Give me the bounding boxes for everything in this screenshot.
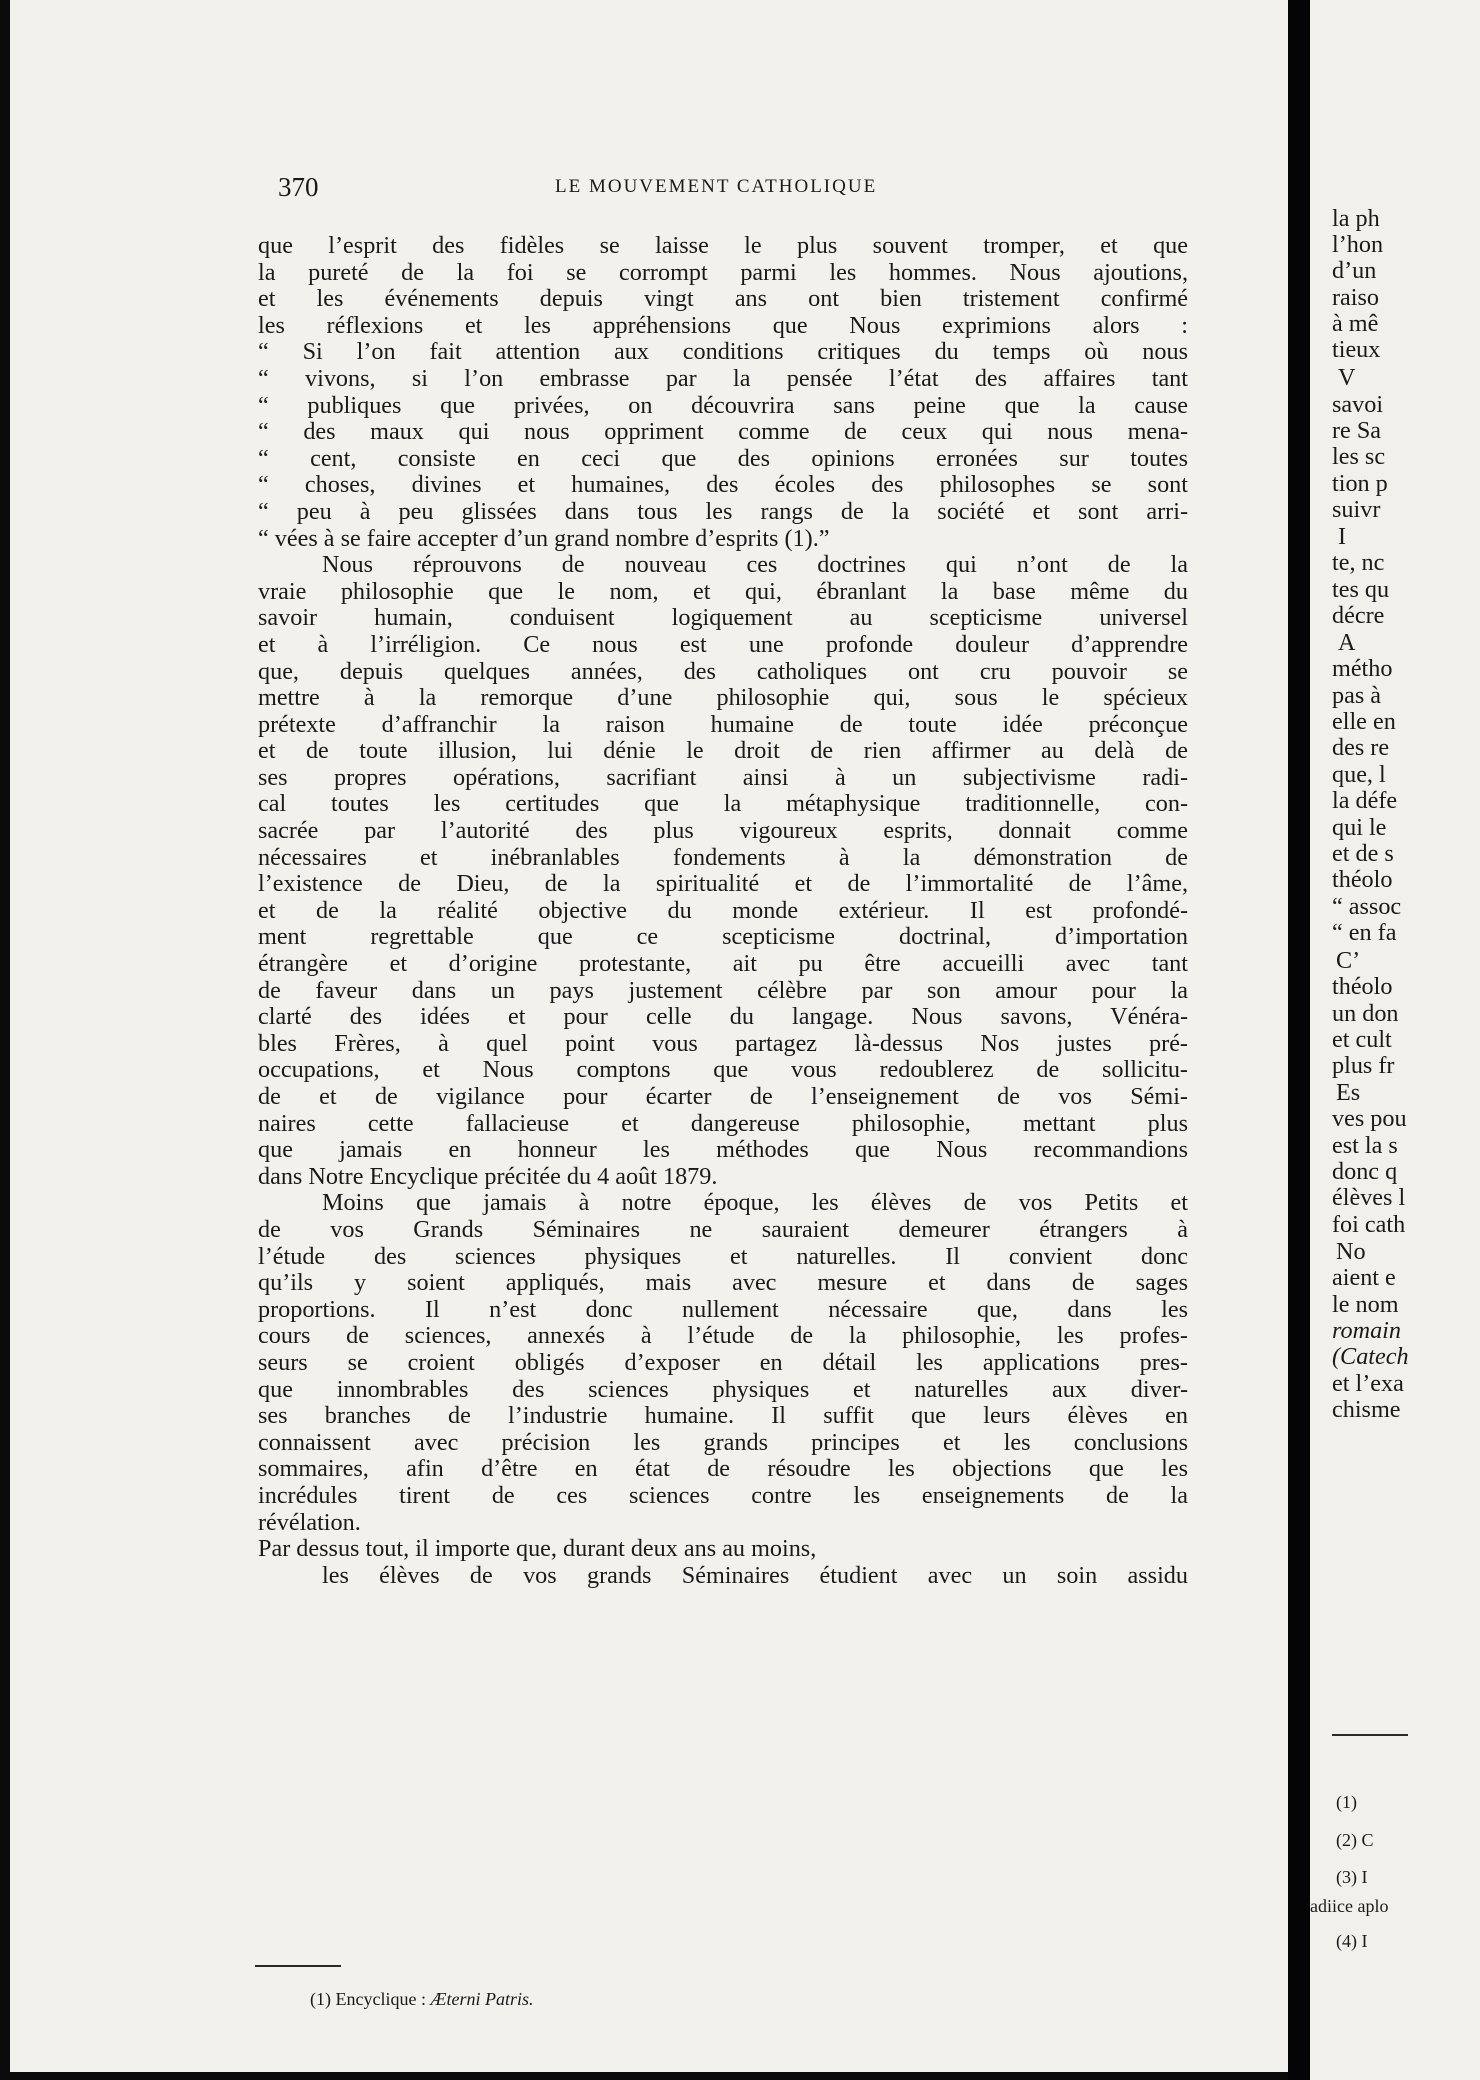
right-page-fragment: C’ — [1336, 947, 1361, 974]
text-line: et de la réalité objective du monde extérieur. Il est profondé- — [258, 897, 1188, 924]
text-line: bles Frères, à quel point vous partagez là-dessus Nos justes pré- — [258, 1030, 1188, 1057]
footnote-rule — [255, 1965, 341, 1967]
text-line: “ Si l’on fait attention aux conditions critiques du temps où nous — [258, 339, 1188, 366]
text-line: révélation. — [258, 1509, 361, 1536]
right-page-fragment: aient e — [1332, 1264, 1396, 1291]
right-page-fragment: est la s — [1332, 1132, 1398, 1159]
text-line: les élèves de vos grands Séminaires étudient avec un soin assidu — [322, 1562, 1188, 1589]
text-line: sommaires, afin d’être en état de résoudre les objections que les — [258, 1456, 1188, 1483]
right-page-fragment: métho — [1332, 655, 1393, 682]
text-line: nécessaires et inébranlables fondements à la démonstration de — [258, 844, 1188, 871]
footnote-title: Æterni Patris. — [430, 1989, 534, 2009]
page-number: 370 — [278, 172, 319, 202]
right-page-fragment: “ en fa — [1332, 919, 1397, 946]
right-page-fragment: re Sa — [1332, 417, 1382, 444]
right-page-fragment: (4) I — [1336, 1931, 1368, 1951]
right-page-fragment: tieux — [1332, 336, 1381, 363]
right-page-fragment: plus fr — [1332, 1052, 1395, 1079]
right-page-fragment: “ assoc — [1332, 893, 1402, 920]
text-line: l’étude des sciences physiques et naturelles. Il convient donc — [258, 1243, 1188, 1270]
right-page-fragment: chisme — [1332, 1396, 1401, 1423]
text-line: “ vivons, si l’on embrasse par la pensée l’état des affaires tant — [258, 365, 1188, 392]
right-page-fragment: savoi — [1332, 391, 1384, 418]
right-page-fragment: No — [1336, 1238, 1366, 1265]
text-line: “ vées à se faire accepter d’un grand nombre d’esprits (1).” — [258, 525, 830, 552]
right-page-fragment: les sc — [1332, 443, 1386, 470]
text-line: seurs se croient obligés d’exposer en détail les applications pres- — [258, 1349, 1188, 1376]
text-line: “ choses, divines et humaines, des écoles des philosophes se sont — [258, 472, 1188, 499]
text-line: que innombrables des sciences physiques et naturelles aux diver- — [258, 1376, 1188, 1403]
footnote — [310, 1989, 533, 2010]
right-page-fragment: donc q — [1332, 1158, 1398, 1185]
book-gutter — [1288, 0, 1310, 2080]
text-line: la pureté de la foi se corrompt parmi les hommes. Nous ajoutions, — [258, 259, 1188, 286]
text-line: “ des maux qui nous oppriment comme de ceux qui nous mena- — [258, 419, 1188, 446]
text-line: les réflexions et les appréhensions que Nous exprimions alors : — [258, 312, 1188, 339]
right-page-fragment: et l’exa — [1332, 1370, 1404, 1397]
right-page-fragment: et cult — [1332, 1026, 1392, 1053]
text-line: l’existence de Dieu, de la spiritualité et de l’immortalité de l’âme, — [258, 871, 1188, 898]
right-page-fragment: la défe — [1332, 787, 1398, 814]
right-page-fragment: théolo — [1332, 973, 1393, 1000]
text-line: que, depuis quelques années, des catholiques ont cru pouvoir se — [258, 658, 1188, 685]
text-line: Nous réprouvons de nouveau ces doctrines qui n’ont de la — [322, 552, 1188, 579]
right-page-fragment: Es — [1336, 1079, 1361, 1106]
text-line: que jamais en honneur les méthodes que Nous recommandions — [258, 1137, 1188, 1164]
text-line: mettre à la remorque d’une philosophie qui, sous le spécieux — [258, 685, 1188, 712]
text-line: ses branches de l’industrie humaine. Il suffit que leurs élèves en — [258, 1403, 1188, 1430]
text-line: “ publiques que privées, on découvrira sans peine que la cause — [258, 392, 1188, 419]
right-page-fragment: ves pou — [1332, 1105, 1407, 1132]
text-line: et à l’irréligion. Ce nous est une profonde douleur d’apprendre — [258, 631, 1188, 658]
right-page-edge — [1310, 0, 1480, 2080]
text-line: Par dessus tout, il importe que, durant deux ans au moins, — [258, 1536, 817, 1563]
right-page-fragment: (2) C — [1336, 1830, 1374, 1850]
text-line: connaissent avec précision les grands principes et les conclusions — [258, 1429, 1188, 1456]
right-footnote-rule — [1332, 1734, 1408, 1736]
right-page-fragment: foi cath — [1332, 1211, 1406, 1238]
right-page-fragment: que, l — [1332, 761, 1386, 788]
right-page-fragment: (1) — [1336, 1792, 1357, 1812]
text-line: de faveur dans un pays justement célèbre par son amour pour la — [258, 977, 1188, 1004]
right-page-fragment: te, nc — [1332, 549, 1385, 576]
text-line: Moins que jamais à notre époque, les élèves de vos Petits et — [322, 1190, 1188, 1217]
right-page-fragment: un don — [1332, 1000, 1399, 1027]
text-line: prétexte d’affranchir la raison humaine de toute idée préconçue — [258, 711, 1188, 738]
right-page-fragment: à mê — [1332, 310, 1379, 337]
right-page-fragment: romain — [1332, 1317, 1401, 1344]
right-page-fragment: adiice aplo — [1310, 1896, 1389, 1916]
right-page-fragment: d’un — [1332, 257, 1377, 284]
footnote-label: (1) Encyclique : — [310, 1989, 426, 2009]
left-page — [10, 0, 1288, 2072]
text-line: cours de sciences, annexés à l’étude de la philosophie, les profes- — [258, 1323, 1188, 1350]
text-line: de vos Grands Séminaires ne sauraient demeurer étrangers à — [258, 1216, 1188, 1243]
right-page-fragment: raiso — [1332, 284, 1380, 311]
running-head: LE MOUVEMENT CATHOLIQUE — [555, 176, 878, 197]
text-line: occupations, et Nous comptons que vous redoublerez de sollicitu- — [258, 1057, 1188, 1084]
text-line: “ peu à peu glissées dans tous les rangs de la société et sont arri- — [258, 498, 1188, 525]
right-page-fragment: elle en — [1332, 708, 1396, 735]
text-line: naires cette fallacieuse et dangereuse philosophie, mettant plus — [258, 1110, 1188, 1137]
text-line: étrangère et d’origine protestante, ait pu être accueilli avec tant — [258, 951, 1188, 978]
text-line: proportions. Il n’est donc nullement nécessaire que, dans les — [258, 1296, 1188, 1323]
text-line: clarté des idées et pour celle du langage. Nous savons, Vénéra- — [258, 1004, 1188, 1031]
right-page-fragment: l’hon — [1332, 231, 1384, 258]
text-line: cal toutes les certitudes que la métaphysique traditionnelle, con- — [258, 791, 1188, 818]
right-page-fragment: et de s — [1332, 840, 1394, 867]
right-page-fragment: qui le — [1332, 814, 1387, 841]
right-page-fragment: pas à — [1332, 682, 1382, 709]
right-page-fragment: élèves l — [1332, 1184, 1406, 1211]
text-line: vraie philosophie que le nom, et qui, ébranlant la base même du — [258, 578, 1188, 605]
right-page-fragment: A — [1338, 629, 1356, 656]
text-line: “ cent, consiste en ceci que des opinions erronées sur toutes — [258, 445, 1188, 472]
right-page-fragment: tes qu — [1332, 576, 1390, 603]
right-page-fragment: suivr — [1332, 496, 1381, 523]
right-page-fragment: le nom — [1332, 1291, 1399, 1318]
text-line: de et de vigilance pour écarter de l’enseignement de vos Sémi- — [258, 1084, 1188, 1110]
right-page-fragment: V — [1338, 364, 1356, 391]
right-page-fragment: I — [1338, 523, 1347, 550]
page-header — [265, 172, 1195, 208]
right-page-fragment: tion p — [1332, 470, 1388, 497]
right-page-fragment: des re — [1332, 734, 1390, 761]
text-line: ment regrettable que ce scepticisme doctrinal, d’importation — [258, 924, 1188, 951]
right-page-fragment: (Catech — [1332, 1343, 1409, 1370]
right-page-fragment: la ph — [1332, 205, 1380, 232]
right-page-fragment: décre — [1332, 602, 1385, 629]
body-text — [258, 233, 1188, 1589]
text-line: que l’esprit des fidèles se laisse le plus souvent tromper, et que — [258, 233, 1188, 259]
text-line: dans Notre Encyclique précitée du 4 août 1879. — [258, 1163, 718, 1190]
text-line: et de toute illusion, lui dénie le droit de rien affirmer au delà de — [258, 738, 1188, 765]
text-line: sacrée par l’autorité des plus vigoureux esprits, donnait comme — [258, 818, 1188, 845]
text-line: savoir humain, conduisent logiquement au scepticisme universel — [258, 605, 1188, 632]
text-line: qu’ils y soient appliqués, mais avec mesure et dans de sages — [258, 1270, 1188, 1297]
text-line: incrédules tirent de ces sciences contre les enseignements de la — [258, 1482, 1188, 1509]
right-page-fragment: (3) I — [1336, 1867, 1368, 1887]
right-page-fragment: théolo — [1332, 866, 1393, 893]
text-line: ses propres opérations, sacrifiant ainsi à un subjectivisme radi- — [258, 764, 1188, 791]
text-line: et les événements depuis vingt ans ont bien tristement confirmé — [258, 286, 1188, 313]
